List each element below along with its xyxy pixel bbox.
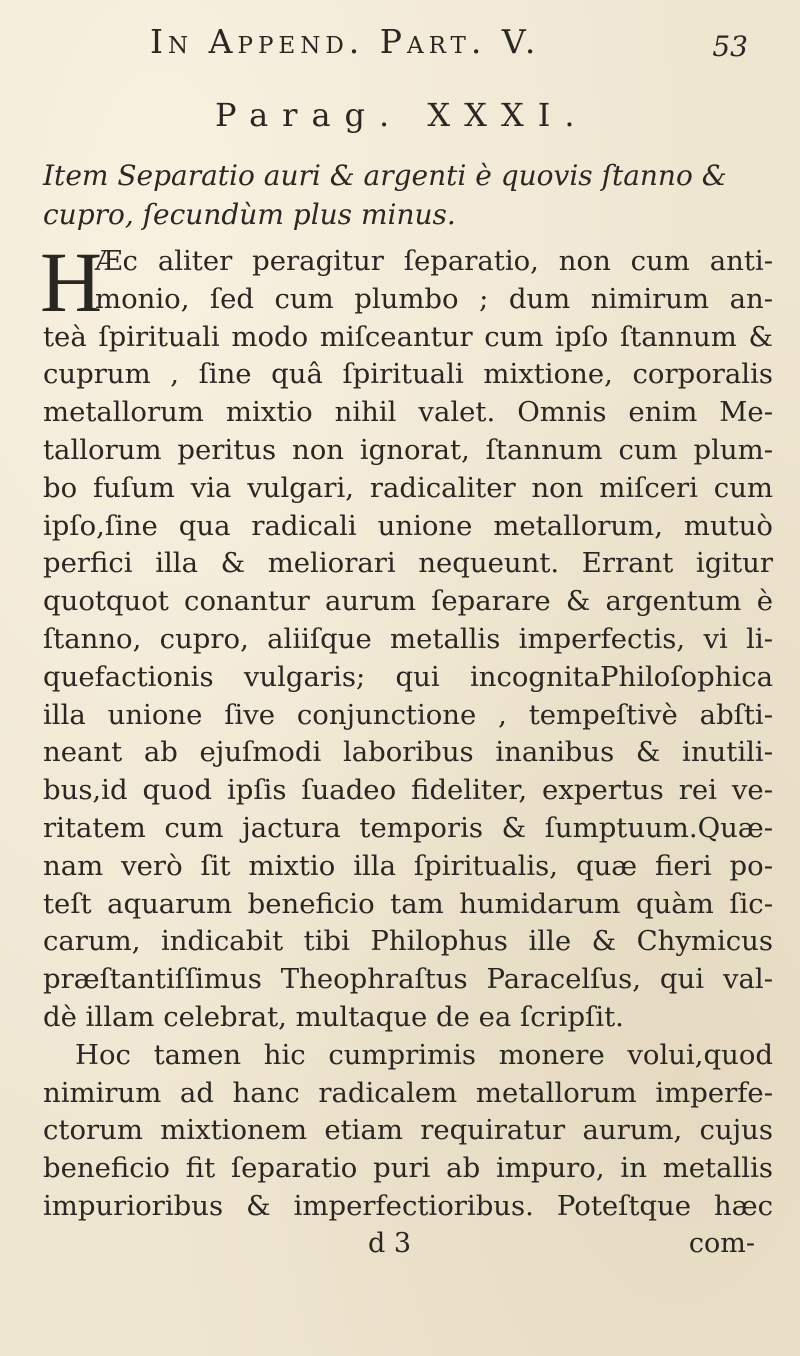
text-line: monio, ſed cum plumbo ; dum nimirum an- xyxy=(95,282,773,315)
text-line: carum, indicabit tibi Philophus ille & Chymicus xyxy=(43,925,773,958)
text-line: cuprum , ſine quâ ſpirituali mixtione, corporalis xyxy=(43,358,773,391)
text-line: perfici illa & meliorari nequeunt. Errant igitur xyxy=(43,547,773,580)
text-line: teſt aquarum beneficio tam humidarum quàm ſic- xyxy=(43,887,773,920)
text-line: ſtanno, cupro, aliiſque metallis imperfectis, vi li- xyxy=(43,622,773,655)
text-line: Æc aliter peragitur ſeparatio, non cum anti- xyxy=(95,245,773,277)
text-line: quotquot conantur aurum ſeparare & argentum è xyxy=(43,585,773,618)
text-line: Hoc tamen hic cumprimis monere volui,quod xyxy=(75,1038,773,1071)
body-text xyxy=(43,243,773,1226)
subtitle-line: cupro, ſecundùm plus minus. xyxy=(43,198,456,231)
text-line: nam verò ſit mixtio illa ſpiritualis, quæ fieri po- xyxy=(43,849,773,882)
text-line: tallorum peritus non ignorat, ſtannum cum plum- xyxy=(43,433,773,466)
text-line: illa unione ſive conjunctione , tempeſtivè abſti- xyxy=(43,698,773,731)
signature-mark: d 3 xyxy=(368,1228,412,1259)
page-number: 53 xyxy=(712,30,748,63)
running-head: In Append. Part. V. xyxy=(150,22,541,61)
text-line: ctorum mixtionem etiam requiratur aurum, cujus xyxy=(43,1114,773,1147)
text-line: ipſo,ſine qua radicali unione metallorum, mutuò xyxy=(43,509,773,542)
text-line: ritatem cum jactura temporis & ſumptuum.Quæ- xyxy=(43,811,773,844)
text-line: teà ſpirituali modo miſceantur cum ipſo ſtannum & xyxy=(43,320,773,353)
subtitle-line: Item Separatio auri & argenti è quovis ſtanno & xyxy=(43,159,727,192)
text-line: bus,id quod ipſis ſuadeo fideliter, expertus rei ve- xyxy=(43,774,773,807)
drop-cap: H xyxy=(40,234,103,330)
text-line: neant ab ejuſmodi laboribus inanibus & inutili- xyxy=(43,736,773,769)
text-line: dè illam celebrat, multaque de ea ſcripſit. xyxy=(43,1000,624,1033)
text-line: nimirum ad hanc radicalem metallorum imperfe- xyxy=(43,1076,773,1109)
text-line: præſtantiſſimus Theophraſtus Paracelſus, qui val- xyxy=(43,963,773,996)
section-title: Parag. XXXI. xyxy=(215,96,589,134)
text-line: quefactionis vulgaris; qui incognitaPhiloſophica xyxy=(43,660,773,693)
section-subtitle xyxy=(43,156,773,234)
text-line: impurioribus & imperfectioribus. Poteſtque hæc xyxy=(43,1189,773,1222)
text-line: metallorum mixtio nihil valet. Omnis enim Me- xyxy=(43,396,773,429)
text-line: bo fuſum via vulgari, radicaliter non miſceri cum xyxy=(43,471,773,504)
text-line: beneficio fit ſeparatio puri ab impuro, in metallis xyxy=(43,1152,773,1185)
catchword: com- xyxy=(688,1228,755,1259)
